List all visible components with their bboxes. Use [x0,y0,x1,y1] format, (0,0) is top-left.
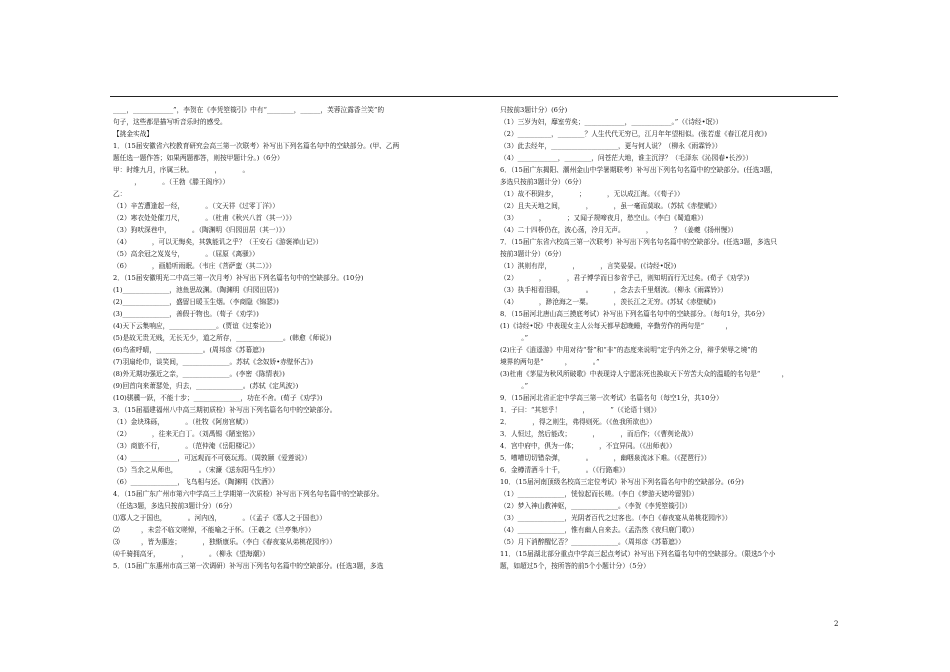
text-line: （3）此去经年，____________________，更与何人说？（柳永《雨霖铃》） [500,142,722,150]
text-line: （2）寒衣处处催刀尺， 。（杜甫《秋兴八首（其一）》） [113,214,296,222]
text-line: （6） ，画船听雨眠。（韦庄《菩萨蛮（其二）》） [113,262,276,270]
text-line: （2） ，往来无白丁。（刘禹锡《陋室铭》） [113,430,259,438]
text-line: （3）商旅不行， 。（范仲淹《岳阳楼记》） [113,442,259,450]
text-line: (9)回首向来萧瑟处，归去，______________。(苏轼《定风波》) [113,382,299,390]
text-line: 5．嘈嘈切切错杂弹， 。 ，幽咽泉流冰下难。（《琵琶行》） [500,454,711,462]
text-line: 8．（15届河北唐山高三摸底考试）补写出下列名篇名句中的空缺部分。（每句1分，共6分） [500,310,769,318]
text-line: (4)天下云集响应，______________。(贾谊《过秦论》) [113,322,272,330]
text-line: (1)《诗经•氓》中表现女主人公每天都早起晚睡，辛勤劳作的两句是“ ， [500,322,733,330]
text-line: 1．（15届安徽省六校教育研究会高三第一次联考）补写出下列名篇名句中的空缺部分。(甲、乙两 [113,142,400,150]
text-line: ____，____________”，李贺在《李凭箜篌引》中有“________，______，芙蓉泣露香兰笑”的 [113,106,385,114]
text-line: （6）______________，飞鸟相与还。（陶渊明《饮酒》） [113,478,278,486]
text-line: （2）梦入神山教神妪，______________。（李贺《李凭箜篌引》） [500,502,692,510]
text-line: (7)羽扇纶巾，谈笑间，______________。苏轼《念奴娇•赤壁怀古》) [113,358,313,366]
text-line: （1）______________，恍惊起而长嗟。（李白《梦游天姥吟留别》） [500,490,699,498]
text-line: ， 。（王勃《滕王阁序》） [113,178,230,186]
text-line: 多选只按前3题计分）（6分） [500,178,586,186]
text-line: （3）执手相看泪眼， 。 ，念去去千里烟波。（柳永《雨霖铃》） [500,286,728,294]
text-line: 境界的两句是“ ， 。” [500,358,600,366]
text-line: (2)______________，盛留日暖玉生烟。（李商隐《锦瑟》) [113,298,279,306]
text-line: 11．（15届湖北部分重点中学高三起点考试）补写出下列名篇名句中的空缺部分。（限选5个小 [500,550,776,558]
text-line: （1）辛苦遭逢起一经， 。（文天祥《过零丁洋》） [113,202,279,210]
text-line: （1）淇则有岸， ， ，言笑晏晏。(《诗经•氓》) [500,262,677,270]
text-line: ⑶ ，皆为惠连； ，独惭康乐。（李白《春夜宴从弟桃花园序》） [113,538,337,546]
text-line: 4．（15届广东广州市第六中学高三上学期第一次质检）补写出下列名句名篇中的空缺部分。 [113,490,384,498]
text-line: ⑴寡人之于国也， 。河内凶， 。（《孟子《寡人之于国也》） [113,514,327,522]
text-line: （4）____________，________，问苍茫大地，谁主沉浮？（毛泽东《沁园春•长沙》） [500,154,753,162]
text-line: 句子，这些都是描写听音乐时的感受。 [113,118,227,126]
text-line: 6．（15届广东揭阳、潮州金山中学暑期联考）补写出下列名句名篇中的空缺部分。(任选3题， [500,166,778,174]
text-line: (8)外无期功强近之亲，______________。(李密《陈情表》) [113,370,285,378]
text-line: （5）当余之从师也， 。（宋濂《送东阳马生序》） [113,466,279,474]
text-line: 4．宫中府中，俱为一体； ，不宜异同。（《出师表》） [500,442,676,450]
text-line: 乙： [113,190,127,198]
text-line: 3．（15届福建福州八中高三期初质检）补写出下列名篇名句中的空缺部分。 [113,406,337,414]
text-line: 3．人恒过，然后能改； ， ，而后作；（《曹刿论战》） [500,430,698,438]
text-line: 10．（15届河南顶级名校高三定位考试）补写出下列名篇名句中的空缺部分。(6分) [500,478,744,486]
text-line: （4） ，可以无悔矣，其孰能讥之乎？（王安石《游褒禅山记》） [113,238,323,246]
text-line: (3)杜甫《茅屋为秋风所破歌》中表现诗人宁愿冻死也换取天下劳苦大众的温暖的名句是“ ， [500,370,789,378]
text-line: 【挑金实战】 [113,130,154,138]
text-line: （4）二十四桥仍在，波心荡，冷月无声。 ， ？（姜夔《扬州慢》） [500,226,738,234]
text-line: (3)______________，善假于物也。（荀子《劝学》) [113,310,259,318]
text-line: （2）且夫天地之间， ， ，虽一毫而莫取。（苏轼《赤壁赋》） [500,202,721,210]
text-line: （3）______________，光阴者百代之过客也。（李白《春夜宴从弟桃花园序》） [500,514,732,522]
text-line: ⑵ ，未尝不临文嗟悼，不能喻之于怀。（王羲之《兰亭集序》） [113,526,315,534]
text-line: (6)鸟雀呼晴，______________。(周邦彦《苏幕遮》) [113,346,265,354]
text-line: 题，如超过5个，按所答的前5个小题计分）（5分） [500,562,650,570]
text-line: 。” [500,382,529,390]
text-line: (1)______________，池鱼思故渊。（陶渊明《归园田居》) [113,286,279,294]
text-line: （2） ， ，君子博学而日参省乎己，则知明而行无过矣。(荀子《劝学》) [500,274,750,282]
text-line: 1．子曰：“其恕乎！ ， ”（《论语十则》） [500,406,661,414]
text-line: （任选3题，多选只按前3题计分）（6分） [113,502,237,510]
text-line: 7．（15届广东省六校高三第一次联考）补写出下列名句名篇中的空缺部分。(任选3题，多选只 [500,238,778,246]
text-line: 甲：时维九月，序属三秋。 ， 。 [113,166,250,174]
text-line: 只按前3题计分）(6分) [500,106,568,114]
left-column [113,104,463,572]
text-line: （1）金块珠砾， 。（杜牧《阿房宫赋》） [113,418,253,426]
text-line: （1）故不积跬步， ； ，无以成江海。（《荀子》） [500,190,684,198]
right-column [500,104,845,572]
text-line: (2)庄子《逍遥游》中用对待“誉”和“非”的态度来说明“定乎内外之分，辩乎荣辱之境”的 [500,346,758,354]
text-line: （5）月下消醉醒忆否？______________。（周邦彦《苏幕遮》） [500,538,685,546]
text-line: 按前3题计分）（6分） [500,250,566,258]
text-line: （4） ，渺沧海之一粟。 ，羡长江之无穷。(苏轼《赤壁赋》) [500,298,716,306]
text-line: （2）__________，________？人生代代无穷已，江月年年望相似。(张若虚《春江花月夜》) [500,130,767,138]
text-line: 。” [500,334,529,342]
text-line: 2． ，得之则生，弗得则死。（《鱼我所欲也》） [500,418,656,426]
text-line: 题任选一题作答；如果两题都答，则按甲题计分。)（6分） [113,154,284,162]
text-line: （3）狗吠深巷中， 。（陶渊明《归园田居（其一）》） [113,226,289,234]
text-line: ⑷千骑拥高牙， ， 。（柳永《望海潮》） [113,550,270,558]
text-line: 6．金樽清酒斗十千， 。（《行路难》） [500,466,630,474]
text-line: 9．（15届河北省正定中学高三第一次考试）名篇名句（每空1分，共10分） [500,394,723,402]
page-number: 2 [834,620,839,628]
text-line: 5．（15届广东惠州市高三第一次调研）补写出下列名句名篇中的空缺部分。(任选3题，多选 [113,562,384,570]
text-line: (5)是故无贵无贱，无长无少，道之所存，______________。(韩愈《师说》) [113,334,332,342]
text-line: (10)骐骥一跃，不能十步；______________，功在不舍。(荀子《劝学》) [113,394,323,402]
text-line: （1）三岁为妇，靡室劳矣；____________，____________。”（《诗经•氓》） [500,118,723,126]
header-rule [110,96,838,97]
text-line: 2．（15届安徽明光二中高三第一次月考）补写出下列名篇名句中的空缺部分。(10分) [113,274,364,282]
text-line: （4）______________，可远观而不可亵玩焉。（周敦颐《爱莲说》） [113,454,312,462]
text-line: （5）高余冠之岌岌兮， 。（屈原《离骚》） [113,250,259,258]
text-line: （4）______________，惟有幽人自来去。（孟浩然《夜归鹿门歌》） [500,526,699,534]
text-line: （3） ， ；又闻子规啼夜月，愁空山。（李白《蜀道难》） [500,214,708,222]
